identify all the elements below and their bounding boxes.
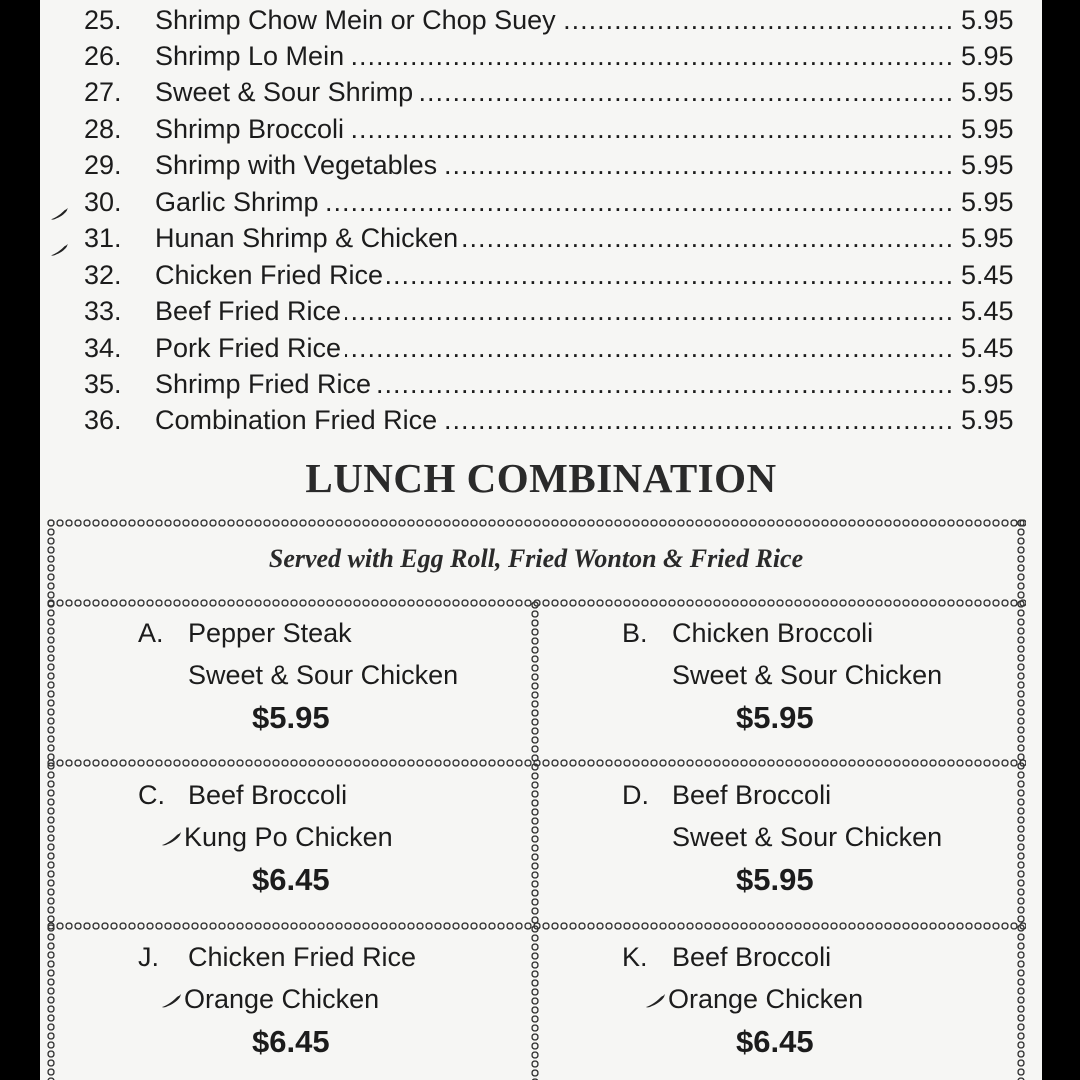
combo-dish-2: Sweet & Sour Chicken	[188, 660, 459, 690]
item-price: 5.45	[961, 296, 1014, 326]
chili-pepper-icon	[49, 230, 69, 244]
item-name-leader	[155, 184, 954, 220]
item-price: 5.95	[961, 114, 1014, 144]
combo-dish-2-row	[672, 660, 942, 691]
menu-item	[40, 184, 1042, 220]
combo-dish-1: Chicken Fried Rice	[188, 942, 417, 972]
combo-letter: D.	[622, 780, 649, 810]
combo-price: $5.95	[736, 862, 814, 897]
combo-dish-2-row	[160, 822, 393, 853]
chili-pepper-icon	[49, 194, 69, 208]
combo-letter: A.	[138, 618, 164, 648]
item-number: 25.	[84, 5, 122, 35]
combo-letter: C.	[138, 780, 165, 810]
item-name: Garlic Shrimp	[155, 187, 323, 217]
item-name: Shrimp with Vegetables	[155, 150, 441, 180]
item-number: 32.	[84, 260, 122, 290]
item-name-leader	[155, 366, 954, 402]
section-title: LUNCH COMBINATION	[305, 455, 777, 501]
combo-dish-1: Beef Broccoli	[672, 780, 832, 810]
item-price: 5.95	[961, 187, 1014, 217]
combo-cell	[530, 608, 1010, 758]
item-number: 36.	[84, 405, 122, 435]
item-number: 28.	[84, 114, 122, 144]
item-number: 34.	[84, 333, 122, 363]
combo-dish-1: Beef Broccoli	[672, 942, 832, 972]
served-note: Served with Egg Roll, Fried Wonton & Fried Rice	[268, 544, 804, 573]
item-price: 5.95	[961, 77, 1014, 107]
item-name-leader	[155, 330, 954, 366]
item-name: Chicken Fried Rice	[155, 260, 387, 290]
combo-dish-2-row	[160, 984, 379, 1015]
item-name-leader	[155, 220, 954, 256]
combo-letter: J.	[138, 942, 160, 972]
lunch-combination-grid	[46, 518, 1026, 1080]
menu-page	[40, 0, 1042, 1080]
item-number: 26.	[84, 41, 122, 71]
menu-item	[40, 74, 1042, 110]
item-price: 5.45	[961, 260, 1014, 290]
item-price: 5.95	[961, 5, 1014, 35]
chili-pepper-icon	[160, 823, 182, 839]
menu-item	[40, 111, 1042, 147]
item-number: 30.	[84, 187, 122, 217]
item-name: Shrimp Broccoli	[155, 114, 348, 144]
item-price: 5.95	[961, 41, 1014, 71]
menu-item	[40, 147, 1042, 183]
item-name-leader	[155, 111, 954, 147]
menu-item	[40, 330, 1042, 366]
combo-dish-2-row	[188, 660, 458, 691]
item-name-leader	[155, 257, 954, 293]
combo-price: $5.95	[736, 700, 814, 735]
combo-dish-2: Kung Po Chicken	[184, 822, 393, 852]
border-top	[46, 518, 1026, 528]
combo-price: $6.45	[252, 1024, 330, 1059]
menu-item	[40, 402, 1042, 438]
menu-item	[40, 293, 1042, 329]
combo-cell	[530, 932, 1010, 1080]
item-number: 35.	[84, 369, 122, 399]
item-number: 29.	[84, 150, 122, 180]
combo-dish-2: Sweet & Sour Chicken	[672, 822, 943, 852]
chili-pepper-icon	[160, 985, 182, 1001]
combo-letter: K.	[622, 942, 648, 972]
item-name-leader	[155, 402, 954, 438]
item-name: Pork Fried Rice	[155, 333, 345, 363]
combo-cell	[530, 770, 1010, 920]
combo-dish-1: Chicken Broccoli	[672, 618, 874, 648]
border-right	[1016, 518, 1026, 1080]
menu-item	[40, 366, 1042, 402]
combo-price: $6.45	[736, 1024, 814, 1059]
item-price: 5.95	[961, 223, 1014, 253]
combo-dish-2-row	[672, 822, 942, 853]
combo-cell	[46, 608, 526, 758]
item-price: 5.95	[961, 369, 1014, 399]
combo-price: $6.45	[252, 862, 330, 897]
combo-dish-2: Sweet & Sour Chicken	[672, 660, 943, 690]
item-name-leader	[155, 74, 954, 110]
item-number: 27.	[84, 77, 122, 107]
combo-dish-1: Pepper Steak	[188, 618, 352, 648]
item-name-leader	[155, 38, 954, 74]
combo-dish-2: Orange Chicken	[184, 984, 380, 1014]
item-price: 5.95	[961, 405, 1014, 435]
combo-dish-1: Beef Broccoli	[188, 780, 348, 810]
item-number: 31.	[84, 223, 122, 253]
menu-item	[40, 2, 1042, 38]
item-name: Sweet & Sour Shrimp	[155, 77, 417, 107]
menu-item	[40, 220, 1042, 256]
item-name: Shrimp Lo Mein	[155, 41, 348, 71]
chili-pepper-icon	[644, 985, 666, 1001]
item-name-leader	[155, 2, 954, 38]
combo-price: $5.95	[252, 700, 330, 735]
item-price: 5.95	[961, 150, 1014, 180]
combo-letter: B.	[622, 618, 648, 648]
combo-dish-2-row	[644, 984, 863, 1015]
item-name-leader	[155, 293, 954, 329]
item-name: Hunan Shrimp & Chicken	[155, 223, 462, 253]
combo-dish-2: Orange Chicken	[668, 984, 864, 1014]
combo-cell	[46, 932, 526, 1080]
item-number: 33.	[84, 296, 122, 326]
menu-item	[40, 257, 1042, 293]
item-name: Beef Fried Rice	[155, 296, 345, 326]
item-name: Shrimp Fried Rice	[155, 369, 375, 399]
item-price: 5.45	[961, 333, 1014, 363]
item-name-leader	[155, 147, 954, 183]
combo-cell	[46, 770, 526, 920]
item-name: Combination Fried Rice	[155, 405, 441, 435]
menu-item	[40, 38, 1042, 74]
item-name: Shrimp Chow Mein or Chop Suey	[155, 5, 560, 35]
